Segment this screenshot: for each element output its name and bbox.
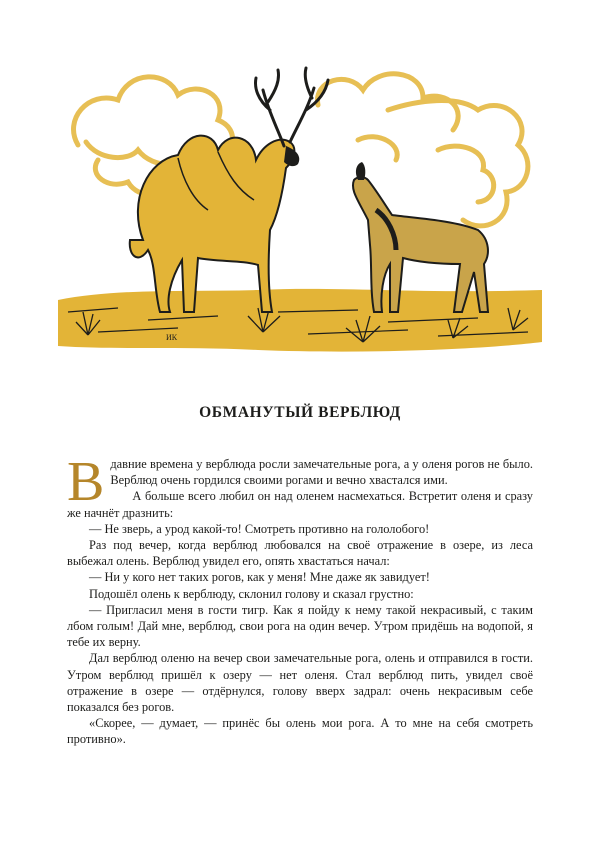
- paragraph-4: Раз под вечер, когда верблюд любовался на своё отражение в озере, из леса выбежал олень. Верблюд увидел его, опять хвастаться начал:: [67, 538, 533, 569]
- paragraph-6: Подошёл олень к верблюду, склонил голову и сказал грустно:: [89, 586, 414, 601]
- artist-signature: ИК: [166, 333, 178, 342]
- paragraph-1-text: давние времена у верблюда росли замечательные рога, а у оленя рогов не было. Верблюд очень гордился своими рогами и вечно хвастался ими.: [110, 457, 533, 488]
- illustration-camel-and-deer: [58, 50, 542, 368]
- ground: [58, 289, 542, 352]
- paragraph-7: — Пригласил меня в гости тигр. Как я пойду к нему такой некрасивый, с таким лбом голым! Дай мне, верблюд, свои рога на один вечер. Утром придёшь на водопой, я тебе их верну.: [67, 602, 533, 650]
- story-text: [67, 451, 533, 748]
- deer: [353, 162, 488, 312]
- paragraph-5: — Ни у кого нет таких рогов, как у меня! Мне даже як завидует!: [89, 570, 430, 585]
- camel-with-antlers: [130, 68, 328, 312]
- paragraph-8: Дал верблюд оленю на вечер свои замечательные рога, олень и отправился в гости. Утром верблюд пришёл к озеру — нет оленя. Стал верблюд пить, увидел своё отражение в озере — отдёрнулся, голову вверх задрал: очень некрасивым себе показался без рогов.: [67, 651, 533, 715]
- paragraph-9: «Скорее, — думает, — принёс бы олень мои рога. А то мне на себя смотреть противно».: [67, 716, 533, 747]
- drop-cap: В: [67, 451, 105, 513]
- story-title: ОБМАНУТЫЙ ВЕРБЛЮД: [199, 404, 401, 421]
- paragraph-3: — Не зверь, а урод какой-то! Смотреть противно на гололобого!: [89, 521, 430, 536]
- paragraph-2: А больше всего любил он над оленем насмехаться. Встретит оленя и сразу же начнёт дразнить:: [67, 489, 533, 520]
